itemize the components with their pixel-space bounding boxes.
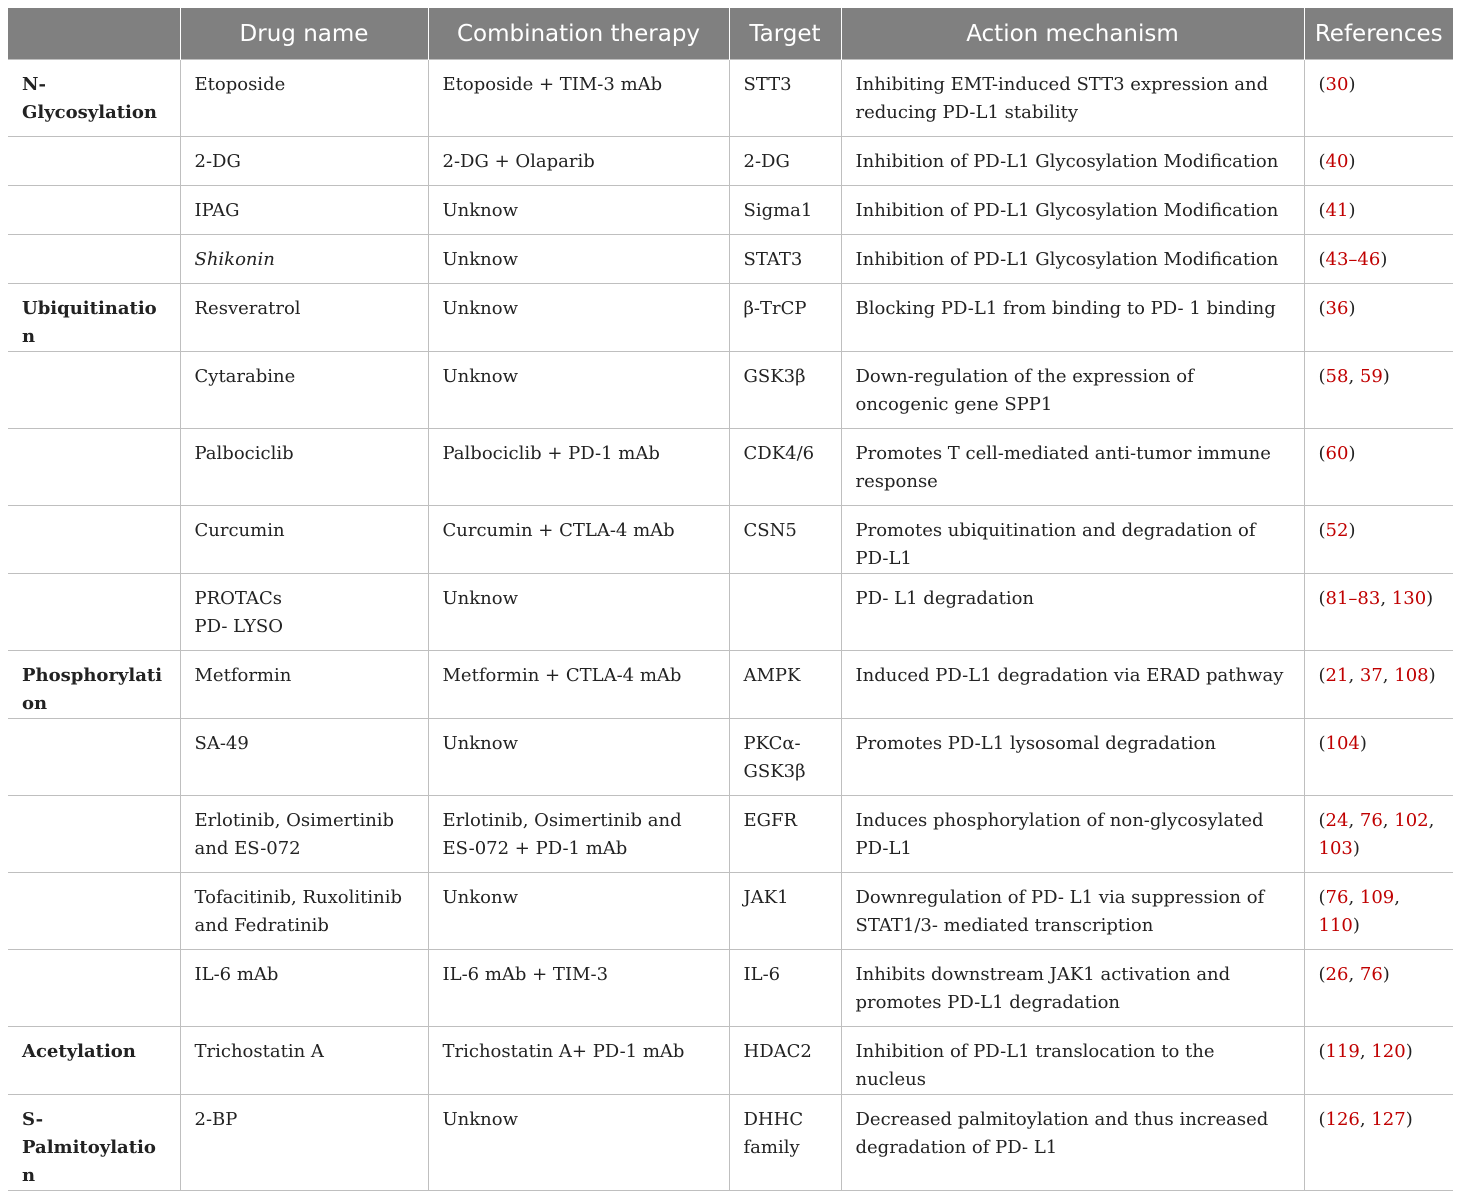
category-cell — [8, 950, 180, 1027]
combination-cell: Unknow — [428, 284, 729, 352]
table-row — [8, 137, 1453, 186]
paren: ( — [1318, 1109, 1326, 1130]
drug-name: Erlotinib, Osimertinib and ES-072 — [194, 810, 395, 859]
paren: ) — [1359, 733, 1367, 754]
ref-link[interactable]: 109 — [1359, 887, 1395, 908]
mechanism-cell: Inhibition of PD-L1 Glycosylation Modification — [841, 235, 1304, 284]
drug-name: 2-BP — [194, 1109, 238, 1130]
drug-name-cell — [180, 651, 428, 719]
header-combination-therapy: Combination therapy — [428, 8, 729, 60]
ref-link[interactable]: 102 — [1394, 810, 1429, 831]
target-cell: 2-DG — [729, 137, 841, 186]
combination-cell: Unkonw — [428, 873, 729, 950]
table-row — [8, 60, 1453, 137]
mechanism-cell: Decreased palmitoylation and thus increased degradation of PD- L1 — [841, 1095, 1304, 1191]
drug-name-cell — [180, 186, 428, 235]
target-cell: DHHC family — [729, 1095, 841, 1191]
paren: ( — [1318, 298, 1326, 319]
mechanism-cell: Down-regulation of the expression of oncogenic gene SPP1 — [841, 352, 1304, 429]
references-cell — [1304, 429, 1453, 506]
table-row — [8, 284, 1453, 352]
ref-link[interactable]: 58 — [1325, 366, 1349, 387]
ref-link[interactable]: 76 — [1359, 964, 1383, 985]
references-cell — [1304, 950, 1453, 1027]
references-cell — [1304, 137, 1453, 186]
table-row — [8, 873, 1453, 950]
mechanism-cell: Blocking PD-L1 from binding to PD- 1 binding — [841, 284, 1304, 352]
paren: ( — [1318, 366, 1326, 387]
drug-name: Palbociclib — [194, 443, 294, 464]
ref-sep: , — [1348, 810, 1360, 831]
drug-name: Cytarabine — [194, 366, 296, 387]
ref-sep: , — [1382, 810, 1395, 831]
references-cell — [1304, 796, 1453, 873]
ref-link[interactable]: 76 — [1325, 887, 1349, 908]
paren: ( — [1318, 810, 1326, 831]
paren: ( — [1318, 665, 1326, 686]
table-row — [8, 651, 1453, 719]
mechanism-cell: Promotes ubiquitination and degradation of PD-L1 — [841, 506, 1304, 574]
drug-name-cell — [180, 506, 428, 574]
paren: ) — [1382, 366, 1390, 387]
references-cell — [1304, 574, 1453, 651]
ref-sep: , — [1382, 665, 1395, 686]
mechanism-cell: Inhibition of PD-L1 Glycosylation Modification — [841, 137, 1304, 186]
ref-sep: , — [1348, 964, 1360, 985]
table-row — [8, 574, 1453, 651]
paren: ) — [1348, 74, 1356, 95]
ref-sep: , — [1348, 665, 1360, 686]
table-row — [8, 235, 1453, 284]
drug-name-cell — [180, 1095, 428, 1191]
ref-link[interactable]: 76 — [1359, 810, 1383, 831]
category-cell — [8, 719, 180, 796]
header-action-mechanism: Action mechanism — [841, 8, 1304, 60]
header-drug-name: Drug name — [180, 8, 428, 60]
paren: ( — [1318, 200, 1326, 221]
references-cell — [1304, 1027, 1453, 1095]
table-row — [8, 186, 1453, 235]
paren: ) — [1352, 838, 1360, 859]
ref-link[interactable]: 130 — [1391, 588, 1427, 609]
category-cell: Phosphorylation — [8, 651, 180, 719]
target-cell: HDAC2 — [729, 1027, 841, 1095]
combination-cell: Trichostatin A+ PD-1 mAb — [428, 1027, 729, 1095]
target-cell: CSN5 — [729, 506, 841, 574]
mechanism-cell: Downregulation of PD- L1 via suppression of STAT1/3- mediated transcription — [841, 873, 1304, 950]
drug-name-cell — [180, 719, 428, 796]
category-cell — [8, 137, 180, 186]
combination-cell: Unknow — [428, 1095, 729, 1191]
mechanism-cell: Promotes PD-L1 lysosomal degradation — [841, 719, 1304, 796]
paren: ) — [1348, 151, 1356, 172]
table-row — [8, 1027, 1453, 1095]
drug-name: Tofacitinib, Ruxolitinib and Fedratinib — [194, 887, 402, 936]
target-cell: STAT3 — [729, 235, 841, 284]
references-cell — [1304, 873, 1453, 950]
paren: ( — [1318, 1041, 1326, 1062]
target-cell: PKCα-GSK3β — [729, 719, 841, 796]
mechanism-cell: Induced PD-L1 degradation via ERAD pathway — [841, 651, 1304, 719]
references-cell — [1304, 352, 1453, 429]
target-cell: β-TrCP — [729, 284, 841, 352]
drug-name: Shikonin — [194, 249, 275, 270]
references-cell — [1304, 186, 1453, 235]
target-cell — [729, 574, 841, 651]
ref-link[interactable]: 21 — [1325, 665, 1349, 686]
ref-link[interactable]: 60 — [1325, 443, 1349, 464]
header-target: Target — [729, 8, 841, 60]
paren: ) — [1348, 443, 1356, 464]
drug-name-cell — [180, 137, 428, 186]
ref-sep: , — [1359, 1109, 1372, 1130]
ref-sep: , — [1394, 887, 1400, 908]
ref-link[interactable]: 81–83 — [1325, 588, 1381, 609]
mechanism-cell: Inhibiting EMT-induced STT3 expression and reducing PD-L1 stability — [841, 60, 1304, 137]
ref-sep: , — [1359, 1041, 1372, 1062]
target-cell: CDK4/6 — [729, 429, 841, 506]
mechanism-cell: PD- L1 degradation — [841, 574, 1304, 651]
paren: ( — [1318, 588, 1326, 609]
table-row — [8, 1095, 1453, 1191]
drug-name-cell — [180, 873, 428, 950]
references-cell — [1304, 1095, 1453, 1191]
category-cell — [8, 574, 180, 651]
paren: ) — [1428, 665, 1436, 686]
category-cell: Acetylation — [8, 1027, 180, 1095]
paren: ) — [1426, 588, 1434, 609]
paren: ( — [1318, 249, 1326, 270]
ref-link[interactable]: 43–46 — [1325, 249, 1381, 270]
references-cell — [1304, 651, 1453, 719]
drug-name-cell — [180, 235, 428, 284]
drug-name-cell — [180, 284, 428, 352]
drug-name-cell — [180, 1027, 428, 1095]
paren: ) — [1405, 1041, 1413, 1062]
mechanism-cell: Inhibits downstream JAK1 activation and promotes PD-L1 degradation — [841, 950, 1304, 1027]
ref-link[interactable]: 126 — [1325, 1109, 1360, 1130]
paren: ) — [1382, 964, 1390, 985]
ref-sep: , — [1348, 366, 1360, 387]
references-cell — [1304, 719, 1453, 796]
table-row — [8, 719, 1453, 796]
target-cell: AMPK — [729, 651, 841, 719]
ref-sep: , — [1428, 810, 1435, 831]
target-cell: IL-6 — [729, 950, 841, 1027]
paren: ( — [1318, 74, 1326, 95]
category-cell — [8, 352, 180, 429]
ref-link[interactable]: 36 — [1325, 298, 1349, 319]
category-cell: Ubiquitination — [8, 284, 180, 352]
target-cell: EGFR — [729, 796, 841, 873]
drug-table — [8, 8, 1453, 1191]
target-cell: GSK3β — [729, 352, 841, 429]
drug-name: Curcumin — [194, 520, 285, 541]
category-cell — [8, 796, 180, 873]
header-references: References — [1304, 8, 1453, 60]
combination-cell: Unknow — [428, 235, 729, 284]
table-row — [8, 506, 1453, 574]
ref-link[interactable]: 41 — [1325, 200, 1349, 221]
ref-link[interactable]: 52 — [1325, 520, 1349, 541]
drug-name: Trichostatin A — [194, 1041, 324, 1062]
ref-link[interactable]: 108 — [1394, 665, 1429, 686]
category-cell — [8, 506, 180, 574]
combination-cell: Palbociclib + PD-1 mAb — [428, 429, 729, 506]
header-row — [8, 8, 1453, 60]
paren: ) — [1405, 1109, 1413, 1130]
header-category — [8, 8, 180, 60]
paren: ( — [1318, 887, 1326, 908]
paren: ) — [1348, 298, 1356, 319]
drug-name: PD- LYSO — [194, 616, 283, 637]
drug-name: Metformin — [194, 665, 292, 686]
combination-cell: Curcumin + CTLA-4 mAb — [428, 506, 729, 574]
drug-name-cell — [180, 796, 428, 873]
ref-link[interactable]: 104 — [1325, 733, 1360, 754]
category-cell — [8, 873, 180, 950]
drug-name: IL-6 mAb — [194, 964, 279, 985]
combination-cell: IL-6 mAb + TIM-3 — [428, 950, 729, 1027]
drug-name-cell — [180, 429, 428, 506]
paren: ( — [1318, 520, 1326, 541]
paren: ( — [1318, 964, 1326, 985]
drug-name: 2-DG — [194, 151, 241, 172]
drug-name: Resveratrol — [194, 298, 301, 319]
ref-link[interactable]: 103 — [1318, 838, 1353, 859]
combination-cell: Metformin + CTLA-4 mAb — [428, 651, 729, 719]
table-row — [8, 950, 1453, 1027]
ref-link[interactable]: 120 — [1371, 1041, 1406, 1062]
drug-name: PROTACs — [194, 588, 282, 609]
table-row — [8, 796, 1453, 873]
ref-link[interactable]: 110 — [1318, 915, 1353, 936]
drug-name-cell — [180, 352, 428, 429]
references-cell — [1304, 284, 1453, 352]
references-cell — [1304, 60, 1453, 137]
references-cell — [1304, 235, 1453, 284]
ref-link[interactable]: 59 — [1359, 366, 1383, 387]
drug-name: Etoposide — [194, 74, 286, 95]
paren: ) — [1348, 200, 1356, 221]
mechanism-cell: Induces phosphorylation of non-glycosylated PD-L1 — [841, 796, 1304, 873]
paren: ( — [1318, 151, 1326, 172]
target-cell: JAK1 — [729, 873, 841, 950]
category-cell — [8, 235, 180, 284]
drug-name: IPAG — [194, 200, 240, 221]
ref-link[interactable]: 127 — [1371, 1109, 1406, 1130]
table-row — [8, 429, 1453, 506]
references-cell — [1304, 506, 1453, 574]
mechanism-cell: Inhibition of PD-L1 translocation to the nucleus — [841, 1027, 1304, 1095]
ref-link[interactable]: 26 — [1325, 964, 1349, 985]
combination-cell: Erlotinib, Osimertinib and ES-072 + PD-1 mAb — [428, 796, 729, 873]
category-cell: N-Glycosylation — [8, 60, 180, 137]
ref-link[interactable]: 37 — [1359, 665, 1383, 686]
drug-name-cell — [180, 60, 428, 137]
mechanism-cell: Promotes T cell-mediated anti-tumor immune response — [841, 429, 1304, 506]
paren: ) — [1380, 249, 1388, 270]
paren: ( — [1318, 733, 1326, 754]
paren: ) — [1352, 915, 1360, 936]
combination-cell: Unknow — [428, 574, 729, 651]
category-cell — [8, 186, 180, 235]
combination-cell: Unknow — [428, 352, 729, 429]
target-cell: STT3 — [729, 60, 841, 137]
paren: ) — [1348, 520, 1356, 541]
combination-cell: Etoposide + TIM-3 mAb — [428, 60, 729, 137]
drug-name-cell — [180, 950, 428, 1027]
drug-name-cell — [180, 574, 428, 651]
paren: ( — [1318, 443, 1326, 464]
combination-cell: 2-DG + Olaparib — [428, 137, 729, 186]
mechanism-cell: Inhibition of PD-L1 Glycosylation Modification — [841, 186, 1304, 235]
category-cell: S-Palmitoylation — [8, 1095, 180, 1191]
category-cell — [8, 429, 180, 506]
drug-name: SA-49 — [194, 733, 249, 754]
ref-sep: , — [1348, 887, 1360, 908]
ref-link[interactable]: 30 — [1325, 74, 1349, 95]
combination-cell: Unknow — [428, 719, 729, 796]
ref-sep: , — [1380, 588, 1392, 609]
ref-link[interactable]: 40 — [1325, 151, 1349, 172]
ref-link[interactable]: 119 — [1325, 1041, 1360, 1062]
target-cell: Sigma1 — [729, 186, 841, 235]
combination-cell: Unknow — [428, 186, 729, 235]
table-row — [8, 352, 1453, 429]
ref-link[interactable]: 24 — [1325, 810, 1349, 831]
